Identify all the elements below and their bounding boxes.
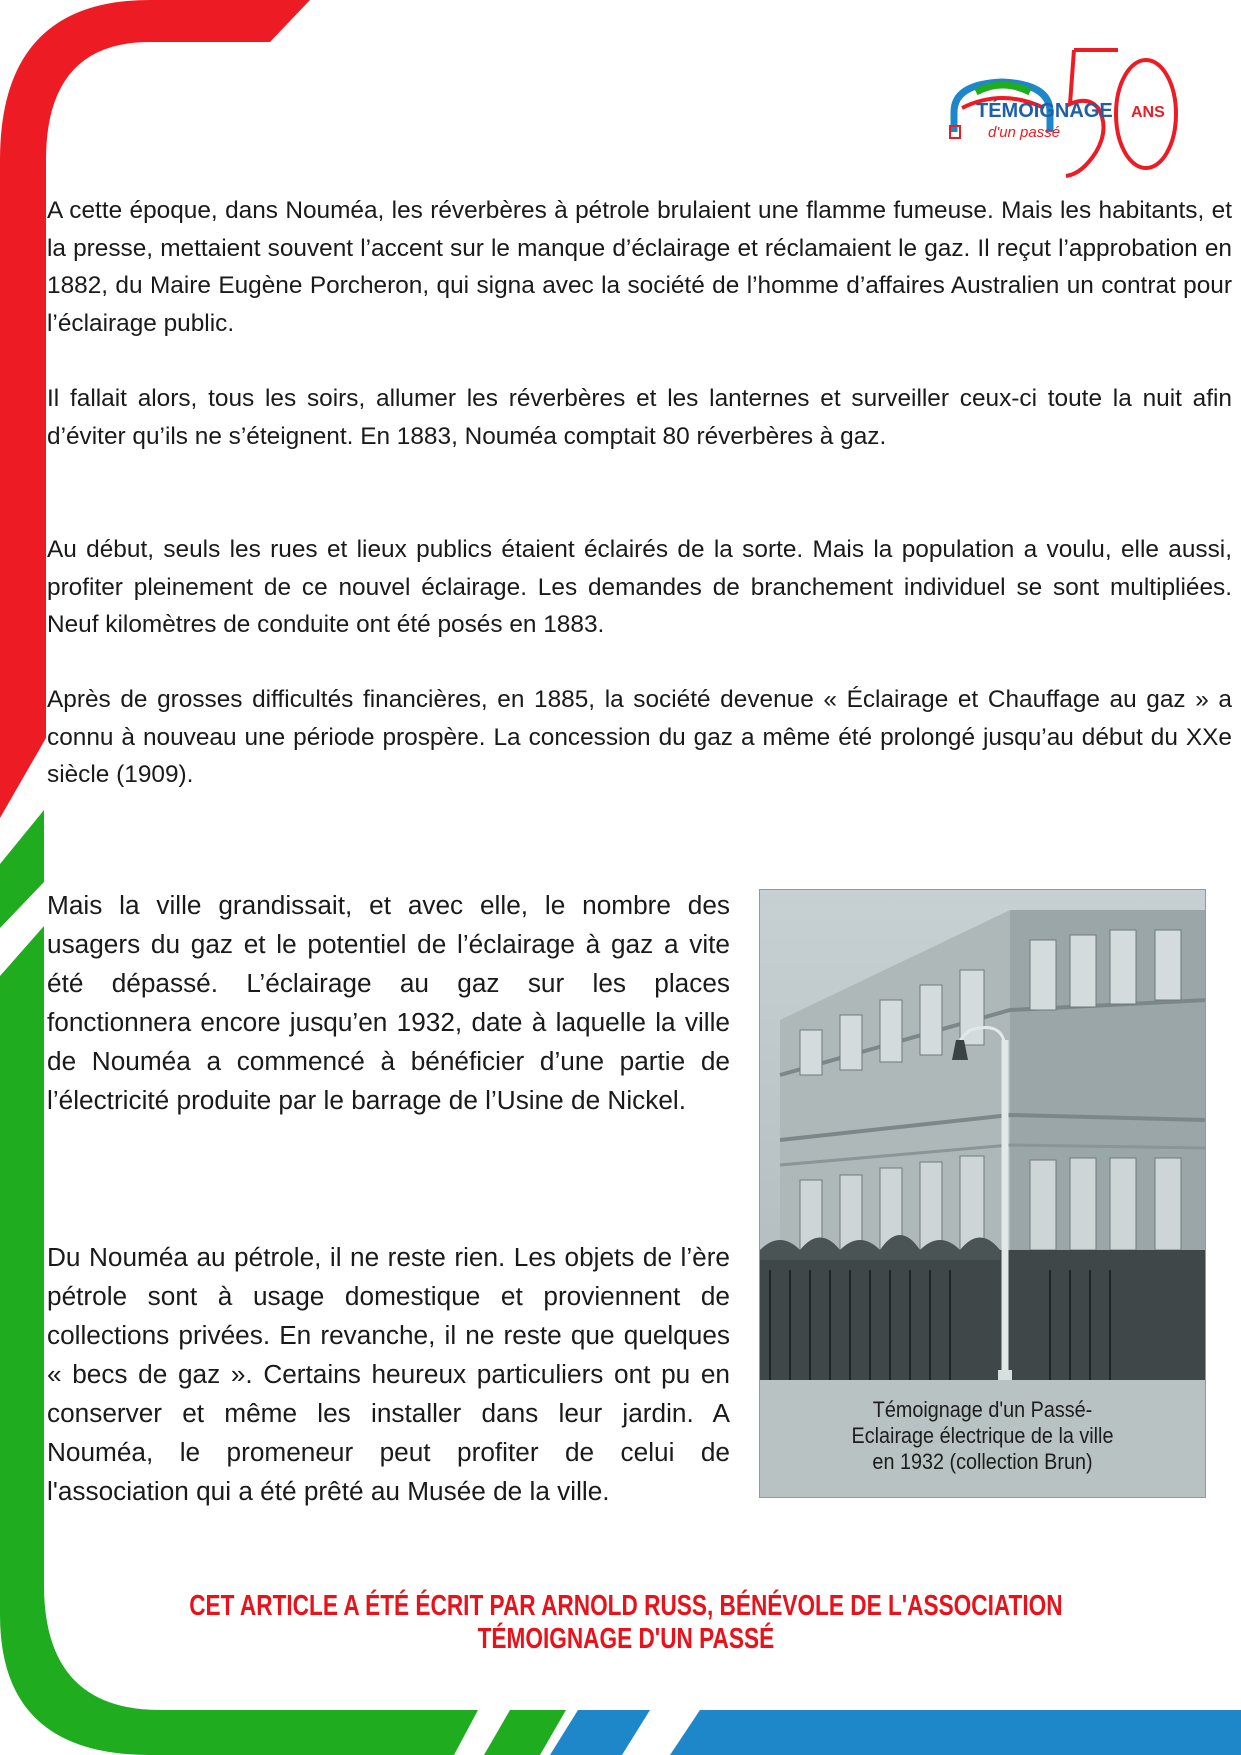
photo-caption-line: en 1932 (collection Brun) xyxy=(872,1449,1093,1474)
author-credit: CET ARTICLE A ÉTÉ ÉCRIT PAR ARNOLD RUSS, BÉNÉVOLE DE L'ASSOCIATION TÉMOIGNAGE D'UN PASSÉ xyxy=(189,1590,1063,1655)
photo-caption-line: Eclairage électrique de la ville xyxy=(851,1423,1114,1448)
temoignage-50-ans-logo xyxy=(946,42,1206,192)
article-paragraph: Au début, seuls les rues et lieux publics étaient éclairés de la sorte. Mais la population a voulu, elle aussi, profiter pleinement de ce nouvel éclairage. Les demandes de branchement individuel se sont multipliées. Neuf kilomètres de conduite ont été posés en 1883. xyxy=(47,536,1232,638)
article-paragraph: Après de grosses difficultés financières, en 1885, la société devenue « Éclairage et Chauffage au gaz » a connu à nouveau une période prospère. La concession du gaz a même été prolongé jusqu’au début du XXe siècle (1909). xyxy=(47,686,1232,788)
article-paragraph: Du Nouméa au pétrole, il ne reste rien. Les objets de l’ère pétrole sont à usage domestique et proviennent de collections privées. En revanche, il ne reste que quelques « becs de gaz ». Certains heureux particuliers ont pu en conserver et même les installer dans leur jardin. A Nouméa, le promeneur peut profiter de celui de l'association qui a été prêté au Musée de la ville. xyxy=(47,1242,730,1506)
blue-frame-band xyxy=(670,1710,1241,1755)
logo-tagline: d'un passé xyxy=(988,124,1061,141)
green-stripe xyxy=(484,1710,566,1755)
historic-photo xyxy=(759,889,1206,1498)
logo-anniversary-unit: ANS xyxy=(1131,104,1165,121)
green-frame-wedge xyxy=(0,810,44,928)
article-paragraph: Il fallait alors, tous les soirs, allumer les réverbères et les lanternes et surveiller ceux-ci toute la nuit afin d’éviter qu’ils ne s’éteignent. En 1883, Nouméa comptait 80 réverbères à gaz. xyxy=(47,385,1232,450)
article-paragraph: A cette époque, dans Nouméa, les réverbères à pétrole brulaient une flamme fumeuse. Mais les habitants, et la presse, mettaient souvent l’accent sur le manque d’éclairage et réclamaient le gaz. Il reçut l’approbation en 1882, du Maire Eugène Porcheron, qui signa avec la société de l’homme d’affaires Australien un contrat pour l’éclairage public. xyxy=(47,197,1232,337)
logo-name: TÉMOIGNAGE xyxy=(976,100,1113,122)
blue-stripe xyxy=(550,1710,650,1755)
photo-caption xyxy=(782,1397,1183,1475)
photo-caption-line: Témoignage d'un Passé- xyxy=(872,1397,1093,1422)
article-paragraph: Mais la ville grandissait, et avec elle, le nombre des usagers du gaz et le potentiel de l’éclairage à gaz a vite été dépassé. L’éclairage au gaz sur les places fonctionnera encore jusqu’en 1932, date à laquelle la ville de Nouméa a commencé à bénéficier d’une partie de l’électricité produite par le barrage de l’Usine de Nickel. xyxy=(47,890,730,1115)
